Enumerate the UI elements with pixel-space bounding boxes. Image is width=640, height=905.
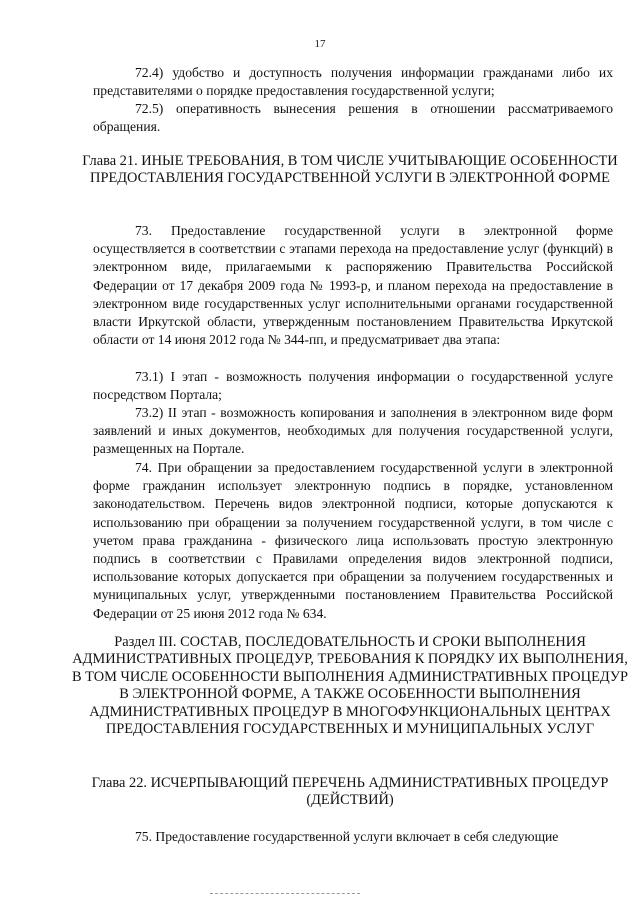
paragraph-74: 74. При обращении за предоставлением государственной услуги в электронной форме гражданин использует электронную подпись в порядке, установленном законодательством. Перечень видов электронной подписи, которые допускаются к использованию при обращении за получением государственной услуги, в том числе с учетом права гражданина - физического лица использовать простую электронную подпись в соответствии с Правилами определения видов электронной подписи, использование которых допускается при обращении за получением государственных и муниципальных услуг, утвержденными постановлением Правительства Российской Федерации от 25 июня 2012 года № 634. [93, 460, 613, 621]
paragraph-72-4: 72.4) удобство и доступность получения информации гражданами либо их представителями о порядке предоставления государственной услуги; [93, 65, 613, 99]
page-number: 17 [314, 38, 326, 50]
chapter-21-heading: Глава 21. ИНЫЕ ТРЕБОВАНИЯ, В ТОМ ЧИСЛЕ УЧИТЫВАЮЩИЕ ОСОБЕННОСТИ ПРЕДОСТАВЛЕНИЯ ГОСУДАРСТВЕННОЙ УСЛУГИ В ЭЛЕКТРОННОЙ ФОРМЕ [82, 153, 618, 187]
paragraph-72-5: 72.5) оперативность вынесения решения в отношении рассматриваемого обращения. [93, 101, 613, 135]
scan-edge-line [210, 893, 360, 895]
paragraph-73: 73. Предоставление государственной услуги в электронной форме осуществляется в соответствии с этапами перехода на предоставление услуг (функций) в электронном виде, прилагаемыми к распоряжению Правительства Российской Федерации от 17 декабря 2009 года № 1993-р, и планом перехода на предоставление в электронном виде государственных услуг исполнительными органами государственной власти Иркутской области, утвержденным постановлением Правительства Иркутской области от 14 июня 2012 года № 344-пп, и предусматривает два этапа: [93, 223, 613, 348]
paragraph-75: 75. Предоставление государственной услуги включает в себя следующие [135, 829, 559, 844]
paragraph-73-2: 73.2) II этап - возможность копирования и заполнения в электронном виде форм заявлений и иных документов, необходимых для получения государственной услуги, размещенных на Портале. [93, 405, 613, 457]
paragraph-73-1: 73.1) I этап - возможность получения информации о государственной услуге посредством Портала; [93, 369, 613, 403]
chapter-22-heading: Глава 22. ИСЧЕРПЫВАЮЩИЙ ПЕРЕЧЕНЬ АДМИНИСТРАТИВНЫХ ПРОЦЕДУР (ДЕЙСТВИЙ) [91, 775, 609, 809]
section-3-heading: Раздел III. СОСТАВ, ПОСЛЕДОВАТЕЛЬНОСТЬ И СРОКИ ВЫПОЛНЕНИЯ АДМИНИСТРАТИВНЫХ ПРОЦЕДУР, ТРЕБОВАНИЯ К ПОРЯДКУ ИХ ВЫПОЛНЕНИЯ, В ТОМ ЧИСЛЕ ОСОБЕННОСТИ ВЫПОЛНЕНИЯ АДМИНИСТРАТИВНЫХ ПРОЦЕДУР В ЭЛЕКТРОННОЙ ФОРМЕ, А ТАКЖЕ ОСОБЕННОСТИ ВЫПОЛНЕНИЯ АДМИНИСТРАТИВНЫХ ПРОЦЕДУР В МНОГОФУНКЦИОНАЛЬНЫХ ЦЕНТРАХ ПРЕДОСТАВЛЕНИЯ ГОСУДАРСТВЕННЫХ И МУНИЦИПАЛЬНЫХ УСЛУГ [71, 634, 629, 738]
